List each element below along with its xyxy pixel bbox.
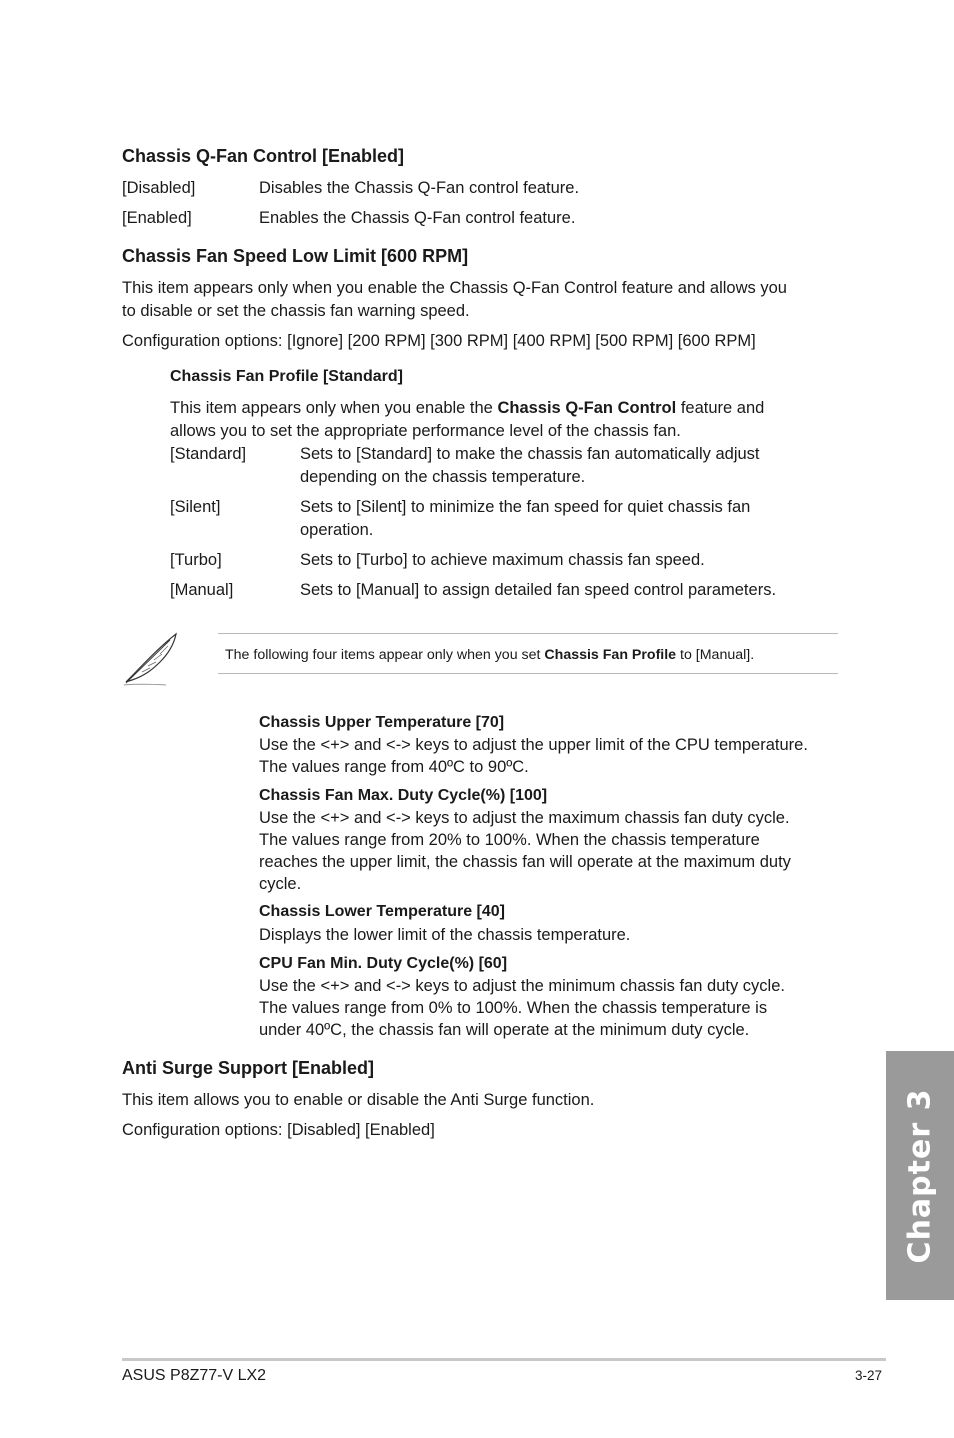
note-emphasis: Chassis Fan Profile xyxy=(544,647,677,663)
emphasis-text: Chassis Q-Fan Control xyxy=(497,399,677,417)
option-desc-enabled: Enables the Chassis Q-Fan control feature. xyxy=(259,209,576,227)
option-label-manual: [Manual] xyxy=(170,581,234,599)
item-desc-line: Displays the lower limit of the chassis temperature. xyxy=(259,926,631,944)
note-bottom-divider xyxy=(218,673,838,674)
config-options-anti-surge: Configuration options: [Disabled] [Enabled] xyxy=(122,1121,435,1139)
paragraph-line xyxy=(170,397,764,419)
option-desc-manual: Sets to [Manual] to assign detailed fan speed control parameters. xyxy=(300,581,777,599)
chapter-tab xyxy=(886,1051,954,1300)
option-desc-silent: Sets to [Silent] to minimize the fan speed for quiet chassis fan xyxy=(300,498,751,516)
item-desc-line: under 40ºC, the chassis fan will operate at the minimum duty cycle. xyxy=(259,1021,750,1039)
paragraph-text: feature and xyxy=(676,399,765,417)
paragraph-line: This item appears only when you enable the Chassis Q-Fan Control feature and allows you xyxy=(122,279,787,297)
option-label-turbo: [Turbo] xyxy=(170,551,222,569)
paragraph-line: allows you to set the appropriate performance level of the chassis fan. xyxy=(170,422,681,440)
item-desc-line: Use the <+> and <-> keys to adjust the maximum chassis fan duty cycle. xyxy=(259,809,790,827)
option-desc-turbo: Sets to [Turbo] to achieve maximum chassis fan speed. xyxy=(300,551,705,569)
option-label-silent: [Silent] xyxy=(170,498,221,516)
paragraph-line: This item allows you to enable or disable the Anti Surge function. xyxy=(122,1091,595,1109)
item-desc-line: cycle. xyxy=(259,875,302,893)
option-desc-silent: operation. xyxy=(300,521,374,539)
config-options-low-limit: Configuration options: [Ignore] [200 RPM] [300 RPM] [400 RPM] [500 RPM] [600 RPM] xyxy=(122,332,756,350)
option-label-disabled: [Disabled] xyxy=(122,179,196,197)
chapter-tab-label: Chapter 3 xyxy=(902,1088,938,1263)
option-desc-disabled: Disables the Chassis Q-Fan control feature. xyxy=(259,179,580,197)
item-desc-line: reaches the upper limit, the chassis fan will operate at the maximum duty xyxy=(259,853,791,871)
note-text-segment: to [Manual]. xyxy=(676,647,755,663)
item-title-lower-temp: Chassis Lower Temperature [40] xyxy=(259,903,506,920)
paragraph-text: This item appears only when you enable the xyxy=(170,399,498,417)
paragraph-line: to disable or set the chassis fan warning speed. xyxy=(122,302,470,320)
option-desc-standard: depending on the chassis temperature. xyxy=(300,468,586,486)
option-desc-standard: Sets to [Standard] to make the chassis fan automatically adjust xyxy=(300,445,760,463)
note-text-segment: The following four items appear only when you set xyxy=(225,647,545,663)
item-title-upper-temp: Chassis Upper Temperature [70] xyxy=(259,714,505,731)
option-label-enabled: [Enabled] xyxy=(122,209,192,227)
item-desc-line: Use the <+> and <-> keys to adjust the upper limit of the CPU temperature. xyxy=(259,736,808,754)
item-desc-line: Use the <+> and <-> keys to adjust the minimum chassis fan duty cycle. xyxy=(259,977,785,995)
item-desc-line: The values range from 0% to 100%. When the chassis temperature is xyxy=(259,999,768,1017)
footer-page-number: 3-27 xyxy=(855,1368,883,1383)
section-title-qfan-control: Chassis Q-Fan Control [Enabled] xyxy=(122,146,405,166)
item-title-max-duty: Chassis Fan Max. Duty Cycle(%) [100] xyxy=(259,787,548,804)
footer-product-name: ASUS P8Z77-V LX2 xyxy=(122,1367,267,1384)
note-top-divider xyxy=(218,633,838,634)
item-desc-line: The values range from 20% to 100%. When the chassis temperature xyxy=(259,831,760,849)
section-title-anti-surge: Anti Surge Support [Enabled] xyxy=(122,1058,374,1078)
section-title-low-limit: Chassis Fan Speed Low Limit [600 RPM] xyxy=(122,246,469,266)
note-text xyxy=(225,645,754,665)
note-feather-pen-icon xyxy=(122,630,182,688)
item-desc-line: The values range from 40ºC to 90ºC. xyxy=(259,758,529,776)
section-title-fan-profile: Chassis Fan Profile [Standard] xyxy=(170,368,403,385)
footer-divider xyxy=(122,1358,886,1361)
item-title-min-duty: CPU Fan Min. Duty Cycle(%) [60] xyxy=(259,955,508,972)
option-label-standard: [Standard] xyxy=(170,445,247,463)
